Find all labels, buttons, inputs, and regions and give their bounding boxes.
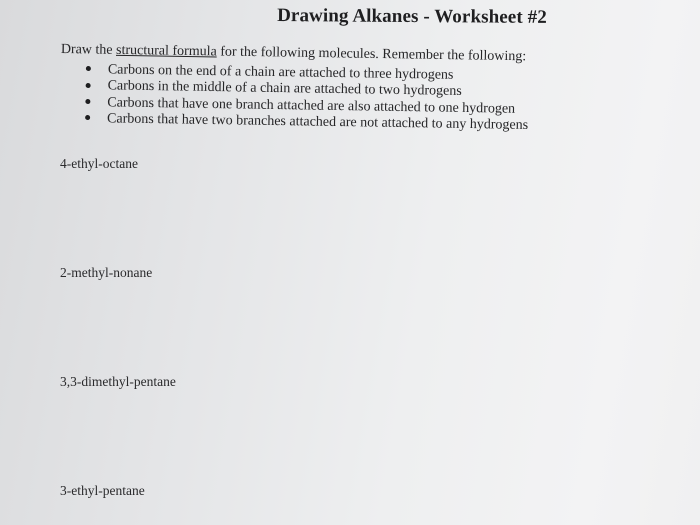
- worksheet-title: Drawing Alkanes - Worksheet #2: [277, 5, 547, 28]
- rules-list: [85, 62, 529, 134]
- instructions-suffix: for the following molecules. Remember the following:: [216, 44, 527, 65]
- rule-text: Carbons in the middle of a chain are attached to two hydrogens: [107, 78, 462, 100]
- molecule-label: 3,3-dimethyl-pentane: [60, 374, 176, 389]
- molecule-label: 4-ethyl-octane: [60, 156, 138, 171]
- instructions-underlined: structural formula: [115, 42, 217, 60]
- molecule-label: 2-methyl-nonane: [60, 265, 153, 280]
- bullet-icon: [86, 83, 91, 88]
- rule-text: Carbons that have one branch attached are also attached to one hydrogen: [107, 94, 516, 117]
- bullet-icon: [85, 99, 90, 104]
- rule-text: Carbons on the end of a chain are attached to three hydrogens: [107, 62, 454, 83]
- bullet-icon: [86, 66, 91, 71]
- rule-text: Carbons that have two branches attached are not attached to any hydrogens: [106, 111, 529, 133]
- molecule-label: 3-ethyl-pentane: [60, 483, 145, 498]
- bullet-icon: [85, 115, 90, 120]
- instructions-prefix: Draw the: [60, 42, 117, 58]
